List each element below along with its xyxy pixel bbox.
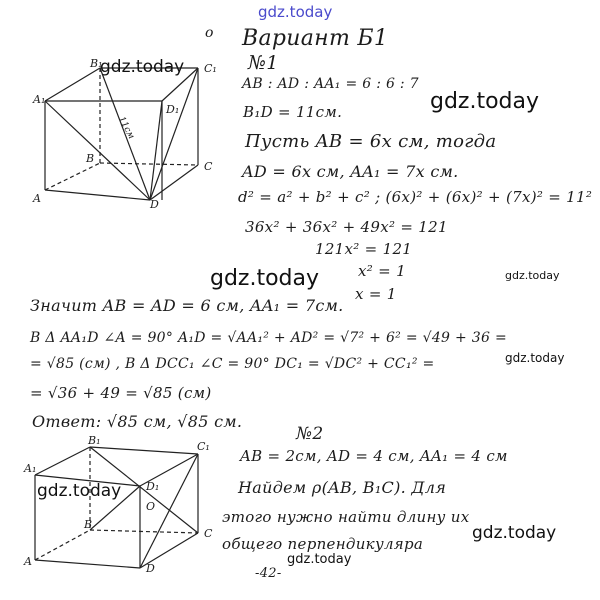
p1-line-9: x = 1 xyxy=(355,285,397,303)
fig2-label-B: B xyxy=(84,518,93,531)
p2-line-4: общего перпендикуляра xyxy=(222,535,424,553)
p1-line-5: d² = a² + b² + c² ; (6x)² + (6x)² + (7x)² = 11² xyxy=(238,188,593,206)
p1-line-11: В Δ AA₁D ∠A = 90° A₁D = √AA₁² + AD² = √7² + 6² = √49 + 36 = xyxy=(30,330,507,346)
p1-line-8: x² = 1 xyxy=(358,262,406,280)
fig1-label-C1: C₁ xyxy=(204,62,217,75)
fig2-label-O: O xyxy=(146,500,156,513)
fig1-label-B: B xyxy=(86,152,95,165)
p1-line-7: 121x² = 121 xyxy=(315,240,413,258)
problem-2-number: №2 xyxy=(296,424,324,444)
p1-line-13: = √36 + 49 = √85 (см) xyxy=(30,384,212,402)
fig2-label-A1: A₁ xyxy=(24,462,37,475)
p1-line-10: Значит AB = AD = 6 см, AA₁ = 7см. xyxy=(30,296,344,315)
fig2-label-D1: D₁ xyxy=(146,480,160,493)
corner-mark: o xyxy=(205,25,214,41)
p2-line-1: AB = 2см, AD = 4 см, AA₁ = 4 см xyxy=(240,447,508,465)
fig2-label-C1: C₁ xyxy=(197,440,210,453)
p1-line-4: AD = 6x см, AA₁ = 7x см. xyxy=(242,162,459,181)
fig1-label-D1: D₁ xyxy=(166,103,180,116)
p1-answer: Ответ: √85 см, √85 см. xyxy=(32,412,243,431)
fig1-label-diagonal: 11см xyxy=(115,115,137,141)
fig1-label-B1: B₁ xyxy=(90,57,103,70)
fig2-label-D: D xyxy=(146,562,155,575)
page-number: -42- xyxy=(255,566,282,581)
watermark: gdz.today xyxy=(100,57,185,77)
variant-title: Вариант Б1 xyxy=(242,26,389,51)
p1-line-2: B₁D = 11см. xyxy=(243,103,343,121)
p1-line-6: 36x² + 36x² + 49x² = 121 xyxy=(245,218,448,236)
watermark: gdz.today xyxy=(430,89,540,114)
problem-1-number: №1 xyxy=(248,52,279,74)
figure-2-edges xyxy=(35,447,198,568)
fig2-label-C: C xyxy=(204,527,213,540)
p2-line-3: этого нужно найти длину их xyxy=(222,508,470,526)
fig1-label-D: D xyxy=(150,198,159,211)
fig1-label-C: C xyxy=(204,160,213,173)
p2-line-2: Найдем ρ(AB, B₁C). Для xyxy=(238,478,447,497)
watermark: gdz.today xyxy=(505,269,560,282)
watermark: gdz.today xyxy=(472,523,557,543)
p1-line-12: = √85 (см) , В Δ DCC₁ ∠C = 90° DC₁ = √DC² + CC₁² = xyxy=(30,356,435,372)
p1-line-3: Пусть AB = 6x см, тогда xyxy=(245,131,497,152)
watermark: gdz.today xyxy=(37,481,122,501)
watermark: gdz.today xyxy=(505,351,565,365)
p1-line-1: AB : AD : AA₁ = 6 : 6 : 7 xyxy=(242,76,419,92)
fig1-label-A: A xyxy=(33,192,41,205)
watermark: gdz.today xyxy=(210,266,320,291)
fig2-label-B1: B₁ xyxy=(88,434,101,447)
watermark: gdz.today xyxy=(287,552,352,567)
watermark-top: gdz.today xyxy=(258,3,333,21)
fig1-label-A1: A₁ xyxy=(33,93,46,106)
fig2-label-A: A xyxy=(24,555,32,568)
